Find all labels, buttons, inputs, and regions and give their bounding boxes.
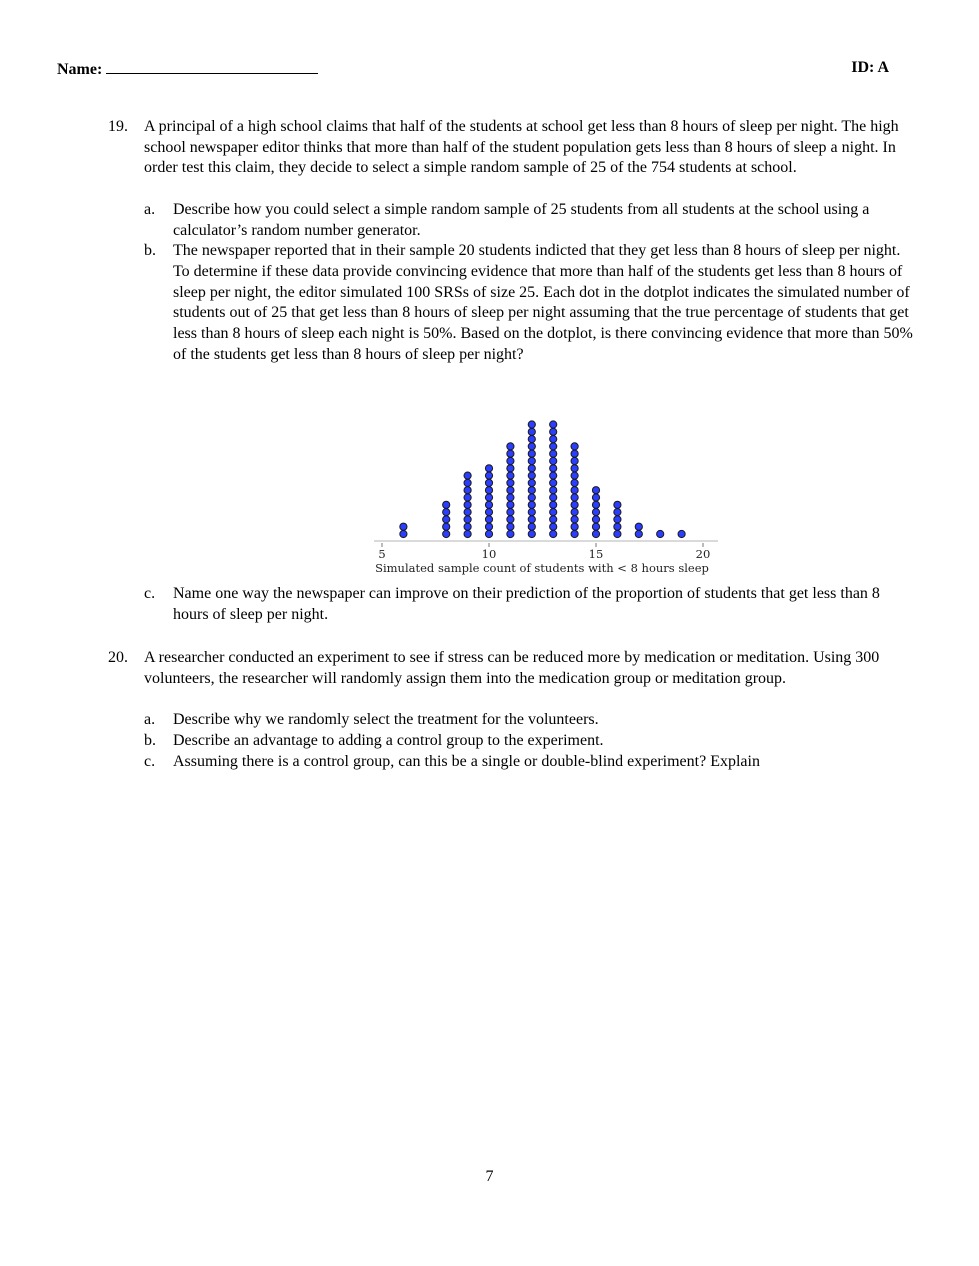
data-dot — [571, 443, 578, 450]
data-dot — [464, 509, 471, 516]
data-dot — [400, 530, 407, 537]
data-dot — [550, 443, 557, 450]
data-dot — [550, 479, 557, 486]
data-dot — [507, 465, 514, 472]
data-dot — [464, 494, 471, 501]
name-blank-line — [106, 59, 318, 74]
name-field — [57, 59, 318, 79]
data-dot — [507, 530, 514, 537]
data-dot — [528, 509, 535, 516]
data-dot — [550, 501, 557, 508]
data-dot — [443, 501, 450, 508]
data-dot — [550, 509, 557, 516]
data-dot — [571, 487, 578, 494]
data-dot — [614, 530, 621, 537]
data-dot — [528, 436, 535, 443]
data-dot — [485, 479, 492, 486]
data-dot — [485, 465, 492, 472]
data-dot — [571, 479, 578, 486]
data-dot — [550, 450, 557, 457]
part-text: Describe why we randomly select the treatment for the volunteers. — [173, 711, 599, 729]
data-dot — [614, 509, 621, 516]
data-dot — [528, 421, 535, 428]
data-dot — [678, 530, 685, 537]
data-dot — [614, 516, 621, 523]
dot-group — [400, 421, 685, 538]
data-dot — [592, 530, 599, 537]
data-dot — [550, 428, 557, 435]
data-dot — [657, 530, 664, 537]
data-dot — [528, 479, 535, 486]
page-number: 7 — [485, 1168, 494, 1185]
part-b — [144, 241, 918, 365]
data-dot — [507, 479, 514, 486]
data-dot — [550, 421, 557, 428]
part-text: The newspaper reported that in their sample 20 students indicted that they get less than 8 hours of sleep per night. To determine if these data provide convincing evidence that more than half of the students get less than 8 hours of sleep per night, the editor simulated 100 SRSs of size 25. Each dot in the dotplot indicates the simulated number of students out of 25 that get less than 8 hours of sleep per night assuming that the true percentage of students that get less than 8 hours of sleep each night is 50%. Based on the dotplot, is there convincing evidence that more than 50% of the students get less than 8 hours of sleep per night? — [173, 242, 913, 363]
question-20 — [108, 648, 918, 772]
question-number: 20. — [108, 649, 128, 666]
data-dot — [485, 530, 492, 537]
data-dot — [550, 472, 557, 479]
part-letter: a. — [144, 200, 156, 218]
x-tick-label: 5 — [378, 547, 386, 561]
question-text: A researcher conducted an experiment to see if stress can be reduced more by medication or meditation. Using 300 volunteers, the researcher will randomly assign them into the medication group or meditation group. — [144, 649, 880, 687]
data-dot — [550, 457, 557, 464]
data-dot — [592, 516, 599, 523]
data-dot — [464, 487, 471, 494]
data-dot — [507, 509, 514, 516]
data-dot — [507, 494, 514, 501]
data-dot — [571, 450, 578, 457]
x-tick-label: 20 — [695, 547, 711, 561]
data-dot — [614, 501, 621, 508]
part-a — [144, 710, 918, 731]
data-dot — [464, 501, 471, 508]
data-dot — [507, 457, 514, 464]
data-dot — [528, 516, 535, 523]
part-text: Name one way the newspaper can improve on their prediction of the proportion of students that get less than 8 hours of sleep per night. — [173, 585, 880, 623]
data-dot — [571, 494, 578, 501]
data-dot — [571, 472, 578, 479]
data-dot — [464, 479, 471, 486]
data-dot — [485, 516, 492, 523]
data-dot — [443, 523, 450, 530]
data-dot — [464, 472, 471, 479]
data-dot — [550, 465, 557, 472]
data-dot — [443, 530, 450, 537]
data-dot — [571, 509, 578, 516]
data-dot — [400, 523, 407, 530]
data-dot — [528, 530, 535, 537]
data-dot — [528, 523, 535, 530]
data-dot — [528, 501, 535, 508]
question-text: A principal of a high school claims that half of the students at school get less than 8 hours of sleep per night. The high school newspaper editor thinks that more than half of the student population gets less than 8 hours of sleep a night. In order test this claim, they decide to select a simple random sample of 25 of the 754 students at school. — [144, 118, 899, 177]
part-a — [144, 200, 918, 241]
data-dot — [592, 494, 599, 501]
data-dot — [614, 523, 621, 530]
x-axis-label: Simulated sample count of students with < 8 hours sleep — [375, 561, 709, 575]
data-dot — [507, 450, 514, 457]
data-dot — [507, 523, 514, 530]
data-dot — [485, 501, 492, 508]
part-letter: b. — [144, 242, 156, 260]
data-dot — [571, 523, 578, 530]
data-dot — [550, 523, 557, 530]
data-dot — [528, 465, 535, 472]
x-tick-label: 10 — [481, 547, 497, 561]
dotplot-chart — [368, 410, 728, 580]
data-dot — [485, 487, 492, 494]
data-dot — [485, 523, 492, 530]
question-parts — [108, 200, 918, 366]
part-text: Describe an advantage to adding a control group to the experiment. — [173, 731, 604, 749]
data-dot — [507, 443, 514, 450]
data-dot — [528, 443, 535, 450]
data-dot — [507, 501, 514, 508]
data-dot — [443, 509, 450, 516]
data-dot — [592, 523, 599, 530]
data-dot — [592, 487, 599, 494]
data-dot — [571, 465, 578, 472]
data-dot — [550, 530, 557, 537]
data-dot — [464, 516, 471, 523]
name-label: Name: — [57, 61, 103, 78]
data-dot — [550, 487, 557, 494]
data-dot — [528, 487, 535, 494]
page-header — [57, 59, 889, 79]
part-letter: c. — [144, 752, 156, 770]
data-dot — [635, 530, 642, 537]
data-dot — [464, 523, 471, 530]
data-dot — [571, 530, 578, 537]
part-text: Assuming there is a control group, can this be a single or double-blind experiment? Explain — [173, 752, 760, 770]
question-parts — [108, 710, 918, 772]
data-dot — [528, 457, 535, 464]
data-dot — [485, 472, 492, 479]
question-19-part-c-block — [108, 584, 918, 625]
part-c — [144, 584, 918, 625]
data-dot — [550, 494, 557, 501]
part-letter: a. — [144, 711, 156, 729]
data-dot — [592, 501, 599, 508]
data-dot — [550, 516, 557, 523]
data-dot — [528, 494, 535, 501]
part-letter: b. — [144, 731, 156, 749]
part-text: Describe how you could select a simple random sample of 25 students from all students at the school using a calculator’s random number generator. — [173, 200, 870, 239]
data-dot — [528, 428, 535, 435]
data-dot — [464, 530, 471, 537]
data-dot — [592, 509, 599, 516]
data-dot — [571, 457, 578, 464]
id-label: ID: A — [851, 59, 889, 76]
part-b — [144, 731, 918, 752]
data-dot — [485, 509, 492, 516]
data-dot — [571, 516, 578, 523]
data-dot — [528, 450, 535, 457]
data-dot — [635, 523, 642, 530]
data-dot — [507, 472, 514, 479]
x-tick-label: 15 — [588, 547, 604, 561]
data-dot — [550, 436, 557, 443]
data-dot — [507, 487, 514, 494]
data-dot — [443, 516, 450, 523]
question-number: 19. — [108, 118, 128, 135]
part-c — [144, 752, 918, 773]
data-dot — [507, 516, 514, 523]
data-dot — [571, 501, 578, 508]
data-dot — [528, 472, 535, 479]
part-letter: c. — [144, 585, 156, 602]
question-19 — [108, 117, 918, 365]
data-dot — [485, 494, 492, 501]
x-axis-ticks — [378, 543, 710, 561]
